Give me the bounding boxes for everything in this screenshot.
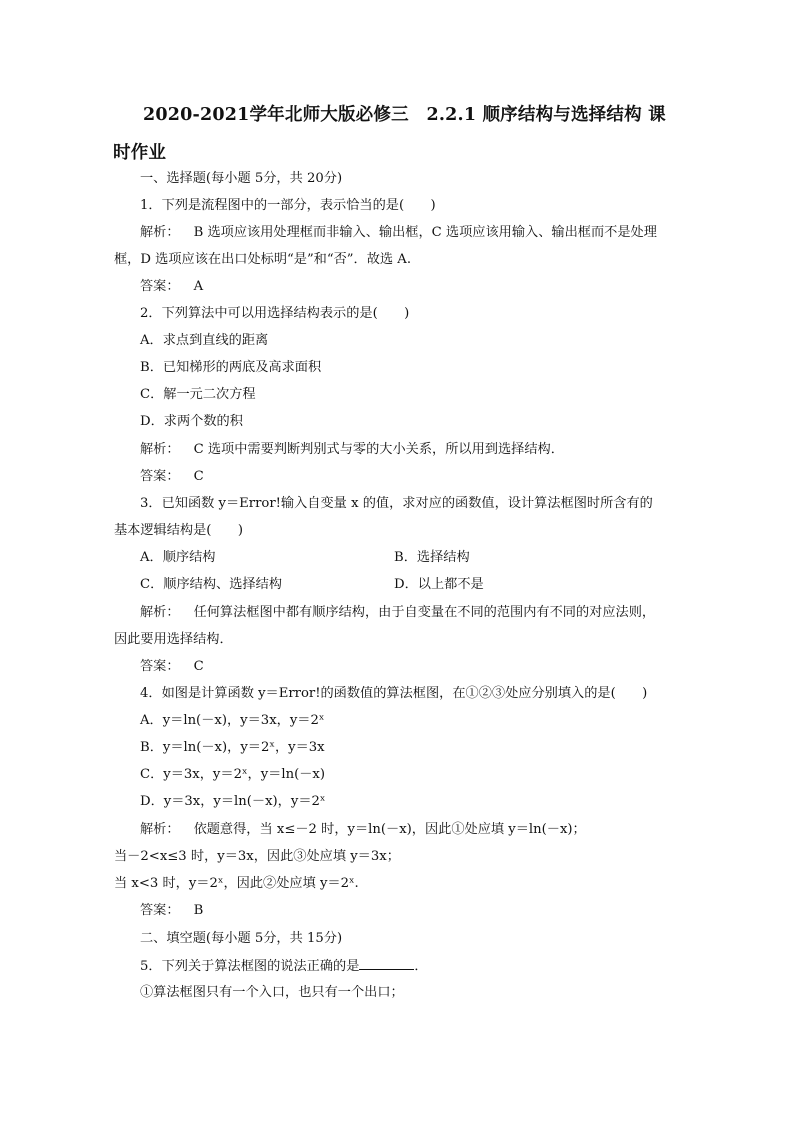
q2-analysis-text: C 选项中需要判断判别式与零的大小关系，所以用到选择结构． [193, 442, 564, 457]
q3-analysis-cont: 因此要用选择结构． [114, 632, 233, 647]
q4-answer-line [140, 901, 203, 921]
q2-option-d: D．求两个数的积 [140, 414, 243, 429]
q4-answer: B [193, 903, 204, 918]
q5-stem-text: 5．下列关于算法框图的说法正确的是 [140, 959, 360, 974]
q1-answer-line [140, 277, 203, 297]
q2-answer: C [193, 469, 204, 484]
q2-option-a: A．求点到直线的距离 [140, 333, 269, 348]
q3-option-c: C．顺序结构、选择结构 [140, 577, 282, 592]
answer-label: 答案： [140, 469, 180, 484]
q4-option-d: D．y＝3x，y＝ln(－x)，y＝2ˣ [140, 794, 326, 809]
q4-stem: 4．如图是计算函数 y＝Error!的函数值的算法框图，在①②③处应分别填入的是( ) [140, 686, 648, 701]
q4-option-a: A．y＝ln(－x)，y＝3x，y＝2ˣ [140, 713, 325, 728]
q3-answer-line [140, 657, 204, 677]
analysis-label: 解析： [140, 605, 180, 620]
q5-stem-end: ． [414, 959, 428, 974]
q3-option-d: D．以上都不是 [394, 577, 484, 592]
q4-analysis-text: 依题意得，当 x≤－2 时，y＝ln(－x)，因此①处应填 y＝ln(－x)； [193, 822, 586, 837]
q1-stem: 1．下列是流程图中的一部分，表示恰当的是( ) [140, 198, 436, 213]
q3-answer: C [193, 659, 204, 674]
q4-analysis-line [140, 820, 586, 840]
q1-analysis-line [140, 223, 657, 243]
answer-label: 答案： [140, 279, 180, 294]
analysis-label: 解析： [140, 225, 180, 240]
section-heading-choice: 一、选择题(每小题 5分，共 20分) [140, 171, 343, 186]
answer-label: 答案： [140, 659, 180, 674]
q3-option-a: A．顺序结构 [140, 550, 216, 565]
q1-analysis-cont: 框，D 选项应该在出口处标明“是”和“否”．故选 A. [114, 252, 412, 267]
q4-analysis-cont-1: 当－2<x≤3 时，y＝3x，因此③处应填 y＝3x； [114, 849, 400, 864]
analysis-label: 解析： [140, 822, 180, 837]
q5-item-1: ①算法框图只有一个入口，也只有一个出口； [140, 985, 404, 1000]
q3-analysis-text: 任何算法框图中都有顺序结构，由于自变量在不同的范围内有不同的对应法则， [193, 605, 656, 620]
q3-option-b: B．选择结构 [394, 550, 470, 565]
section-heading-fill: 二、填空题(每小题 5分，共 15分) [140, 931, 343, 946]
q4-analysis-cont-2: 当 x<3 时，y＝2ˣ，因此②处应填 y＝2ˣ. [114, 876, 359, 891]
q2-answer-line [140, 467, 204, 487]
q4-option-c: C．y＝3x，y＝2ˣ，y＝ln(－x) [140, 767, 325, 782]
q5-stem [140, 956, 428, 977]
q2-stem: 2．下列算法中可以用选择结构表示的是( ) [140, 306, 410, 321]
q2-analysis-line [140, 440, 564, 460]
document-title: 2020-2021学年北师大版必修三 2.2.1 顺序结构与选择结构 课时作业 [113, 105, 666, 163]
q1-answer: A [193, 279, 204, 294]
q3-stem-cont: 基本逻辑结构是( ) [114, 523, 243, 538]
q2-option-b: B．已知梯形的两底及高求面积 [140, 360, 322, 375]
q4-option-b: B．y＝ln(－x)，y＝2ˣ，y＝3x [140, 740, 325, 755]
q1-analysis-text: B 选项应该用处理框而非输入、输出框，C 选项应该用输入、输出框而不是处理 [193, 225, 657, 240]
analysis-label: 解析： [140, 442, 180, 457]
fill-blank [359, 956, 414, 970]
q3-stem: 3．已知函数 y＝Error!输入自变量 x 的值，求对应的函数值，设计算法框图时所含有的 [140, 496, 653, 511]
q2-option-c: C．解一元二次方程 [140, 387, 256, 402]
q3-analysis-line [140, 603, 655, 623]
answer-label: 答案： [140, 903, 180, 918]
